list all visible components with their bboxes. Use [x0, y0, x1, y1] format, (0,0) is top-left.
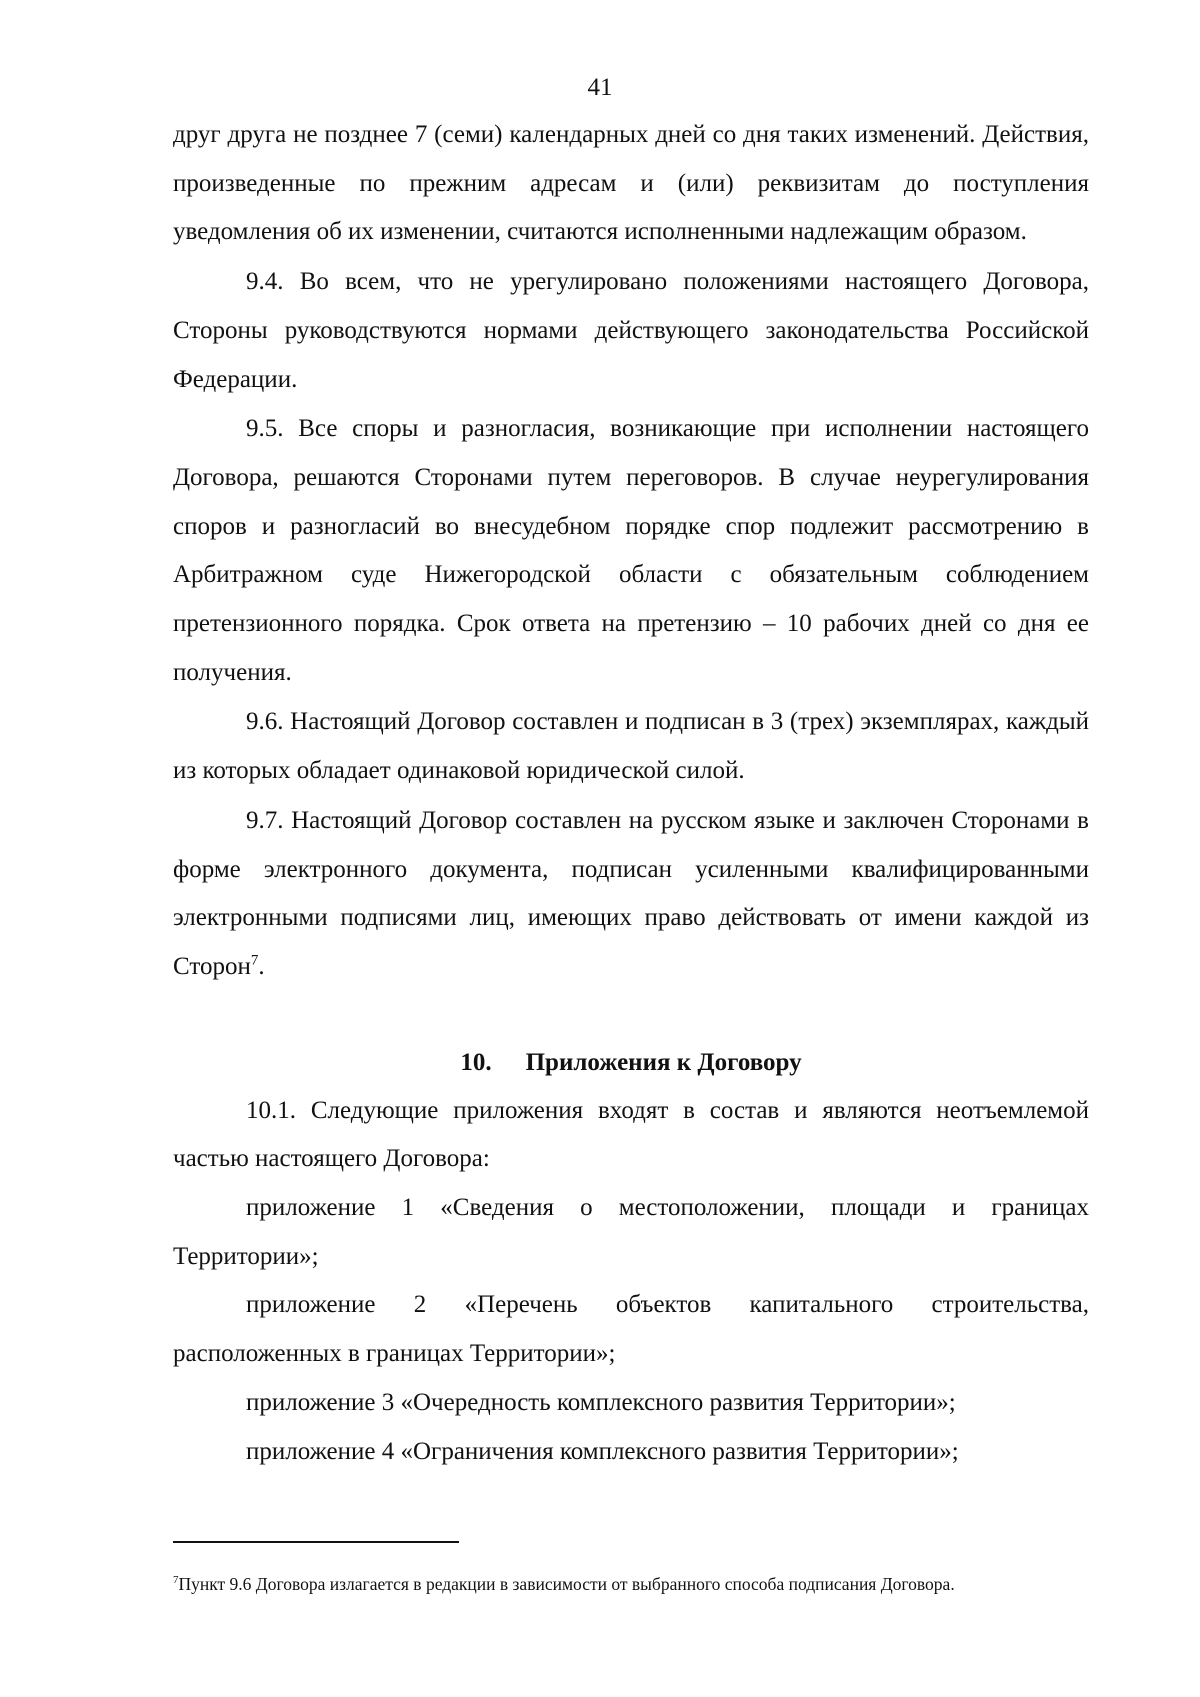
section-title: Приложения к Договору — [525, 1048, 802, 1076]
appendix-item-2: приложение 2 «Перечень объектов капитального строительства, расположенных в границах Территории»; — [173, 1291, 1089, 1368]
paragraph-9-7-text: 9.7. Настоящий Договор составлен на русском языке и заключен Сторонами в форме электронного документа, подписан усиленными квалифицированными электронными подписями лиц, имеющих право действовать от имени каждой из Сторон — [173, 806, 1089, 980]
footnote-separator — [173, 1541, 459, 1543]
paragraph-9-6: 9.6. Настоящий Договор составлен и подписан в 3 (трех) экземплярах, каждый из которых обладает одинаковой юридической силой. — [173, 708, 1089, 785]
appendix-item-4: приложение 4 «Ограничения комплексного развития Территории»; — [246, 1437, 959, 1465]
document-body — [173, 111, 1089, 1476]
paragraph-10-1: 10.1. Следующие приложения входят в состав и являются неотъемлемой частью настоящего Договора: — [173, 1096, 1089, 1173]
paragraph-9-5: 9.5. Все споры и разногласия, возникающие при исполнении настоящего Договора, решаются Сторонами путем переговоров. В случае неурегулирования споров и разногласий во внесудебном порядке спор подлежит рассмотрению в Арбитражном суде Нижегородской области с обязательным соблюдением претензионного порядка. Срок ответа на претензию – 10 рабочих дней со дня ее получения. — [173, 415, 1089, 686]
paragraph-continuation: друг друга не позднее 7 (семи) календарных дней со дня таких изменений. Действия, произведенные по прежним адресам и (или) реквизитам до поступления уведомления об их изменении, считаются исполненными надлежащим образом. — [173, 121, 1089, 246]
paragraph-9-4: 9.4. Во всем, что не урегулировано положениями настоящего Договора, Стороны руководствуются нормами действующего законодательства Российской Федерации. — [173, 268, 1089, 393]
appendix-item-1: приложение 1 «Сведения о местоположении, площади и границах Территории»; — [173, 1194, 1089, 1270]
page-number: 41 — [587, 74, 613, 101]
footnote-marker: 7 — [173, 1574, 179, 1587]
footnote-reference: 7 — [250, 952, 259, 969]
footnote — [173, 1572, 1133, 1596]
footnote-text: Пункт 9.6 Договора излагается в редакции в зависимости от выбранного способа подписания Договора. — [178, 1574, 955, 1594]
appendix-item-3: приложение 3 «Очередность комплексного развития Территории»; — [246, 1388, 956, 1416]
paragraph-9-7: 9.7. Настоящий Договор составлен на русском языке и заключен Сторонами в форме электронного документа, подписан усиленными квалифицированными электронными подписями лиц, имеющих право действовать от имени каждой из Сторон$^7$. — [173, 806, 1089, 980]
section-heading — [173, 1039, 1089, 1087]
section-number: 10. — [460, 1048, 492, 1076]
